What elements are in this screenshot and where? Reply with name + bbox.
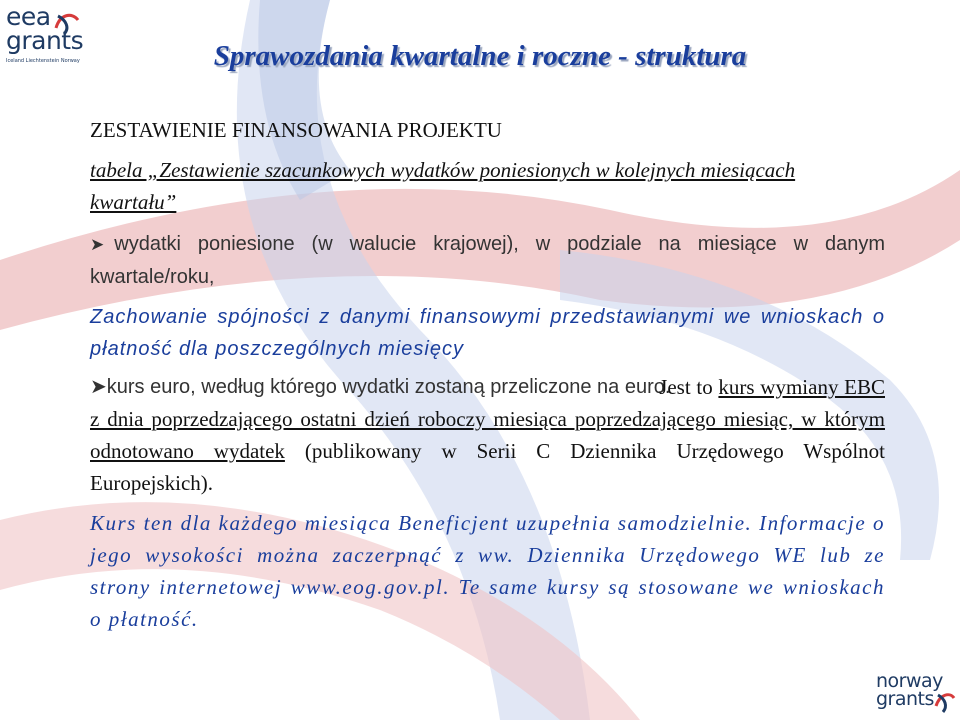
consistency-note: Zachowanie spójności z danymi finansowymi przedstawianymi we wnioskach o płatność dla poszczególnych miesięcy	[90, 306, 885, 360]
logo-word-norway: norway	[876, 670, 943, 692]
publication-text: (publikowany w Serii C Dziennika Urzędowego Wspólnot Europejskich).	[90, 439, 885, 495]
page-title: Sprawozdania kwartalne i roczne - struktura	[213, 40, 747, 72]
bullet-expenses	[90, 228, 885, 293]
definition-lead: Jest to	[653, 375, 719, 399]
rate-source-note: Kurs ten dla każdego miesiąca Beneficjent uzupełnia samodzielnie. Informacje o jego wysokości można zaczerpnąć z ww. Dziennika Urzędowego WE lub ze strony internetowej www.eog.gov.pl. Te same kursy są stosowane we wnioskach o płatność.	[90, 511, 885, 631]
bullet-text: wydatki poniesione (w walucie krajowej), w podziale na miesiące w danym kwartale/roku,	[90, 233, 885, 288]
bullet-text: kurs euro, według którego wydatki zostaną przeliczone na euro.	[106, 376, 671, 398]
logo-tagline: Iceland Liechtenstein Norway	[6, 58, 80, 64]
logo-swirl-icon	[934, 690, 956, 714]
section-heading: ZESTAWIENIE FINANSOWANIA PROJEKTU	[90, 118, 502, 142]
arrow-bullet-icon: ➤	[90, 235, 105, 255]
logo-word-eea: eea	[6, 2, 51, 31]
slide-content	[90, 114, 885, 635]
arrow-bullet-icon: ➤	[90, 376, 107, 398]
ecb-rate-text: kurs wymiany EBC z dnia poprzedzającego ostatni dzień roboczy miesiąca poprzedzającego miesiąc, w którym odnotowano wydatek	[90, 375, 885, 463]
logo-word-grants: grants	[6, 26, 84, 55]
table-reference: tabela „Zestawienie szacunkowych wydatków poniesionych w kolejnych miesiącach kwartału”	[90, 158, 796, 214]
norway-grants-logo	[876, 672, 956, 718]
exchange-rate-definition	[90, 371, 885, 499]
logo-swirl-icon	[52, 10, 82, 36]
logo-word-grants: grants	[876, 688, 934, 710]
